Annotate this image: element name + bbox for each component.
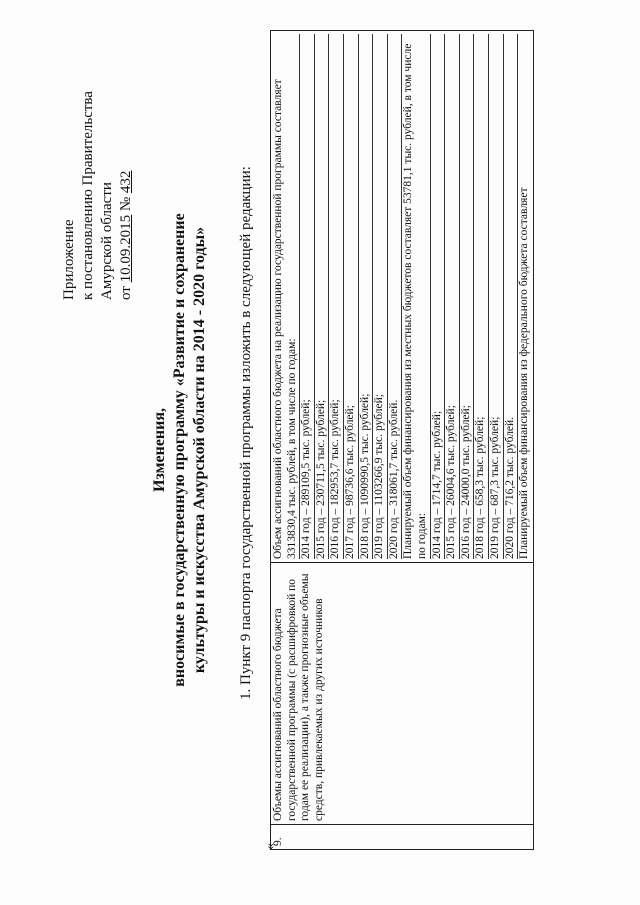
title-line-2: вносимые в государственную программу «Развитие и сохранение — [171, 213, 188, 687]
regional-year: 2016 год – 182953,7 тыс. рублей; — [329, 34, 344, 559]
title-line-3: культуры и искусства Амурской области на 2014 - 2020 годы» — [191, 226, 208, 674]
federal-intro: Планируемый объем финансирования из федерального бюджета составляет — [518, 187, 531, 559]
document-title — [150, 60, 210, 840]
passport-table — [270, 30, 534, 850]
local-year: 2014 год – 1714,7 тыс. рублей; — [431, 34, 446, 559]
document-page — [20, 20, 620, 880]
row-values — [271, 31, 534, 563]
row-number: 9. — [271, 825, 534, 850]
regional-year: 2017 год – 98736,6 тыс. рублей; — [344, 34, 359, 559]
local-year: 2019 год – 687,3 тыс. рублей; — [489, 34, 504, 559]
regional-year: 2018 год – 1090990,5 тыс. рублей; — [359, 34, 374, 559]
local-year: 2015 год – 26004,6 тыс. рублей; — [445, 34, 460, 559]
local-year: 2018 год – 658,3 тыс. рублей; — [474, 34, 489, 559]
intro-paragraph: 1. Пункт 9 паспорта государственной программы изложить в следующей редакции: — [238, 166, 254, 700]
appendix-header — [60, 60, 136, 300]
date-prefix: от — [118, 286, 134, 300]
regional-year: 2015 год – 230711,5 тыс. рублей; — [315, 34, 330, 559]
local-intro: Планируемый объем финансирования из местных бюджетов составляет 53781,1 тыс. рублей, в том числе по годам: — [402, 34, 430, 559]
regional-year: 2019 год – 1103266,9 тыс. рублей; — [373, 34, 388, 559]
regional-year: 2020 год – 318061,7 тыс. рублей. — [388, 34, 403, 559]
opening-quote: « — [263, 843, 278, 850]
resolution-number: 432 — [118, 170, 134, 194]
appendix-label: Приложение — [61, 219, 77, 300]
appendix-region: Амурской области — [99, 182, 115, 300]
row-name: Объемы ассигнований областного бюджета государственной программы (с расшифровкой по годам ее реализации), а также прогнозные объемы средств, привлекаемых из других источников — [271, 563, 534, 825]
number-prefix: № — [118, 196, 134, 212]
resolution-date: 10.09.2015 — [118, 214, 134, 283]
local-year: 2016 год – 24000,0 тыс. рублей; — [460, 34, 475, 559]
regional-intro: Объем ассигнований областного бюджета на реализацию государственной программы составляет 3313830,4 тыс. рублей, в том числе по годам: — [272, 34, 300, 559]
local-year: 2020 год – 716,2 тыс. рублей. — [504, 34, 519, 559]
table-row — [271, 31, 534, 850]
appendix-date-line — [117, 60, 136, 300]
appendix-resolution: к постановлению Правительства — [80, 91, 96, 300]
regional-year: 2014 год – 289109,5 тыс. рублей; — [300, 34, 315, 559]
title-line-1: Изменения, — [151, 407, 168, 493]
